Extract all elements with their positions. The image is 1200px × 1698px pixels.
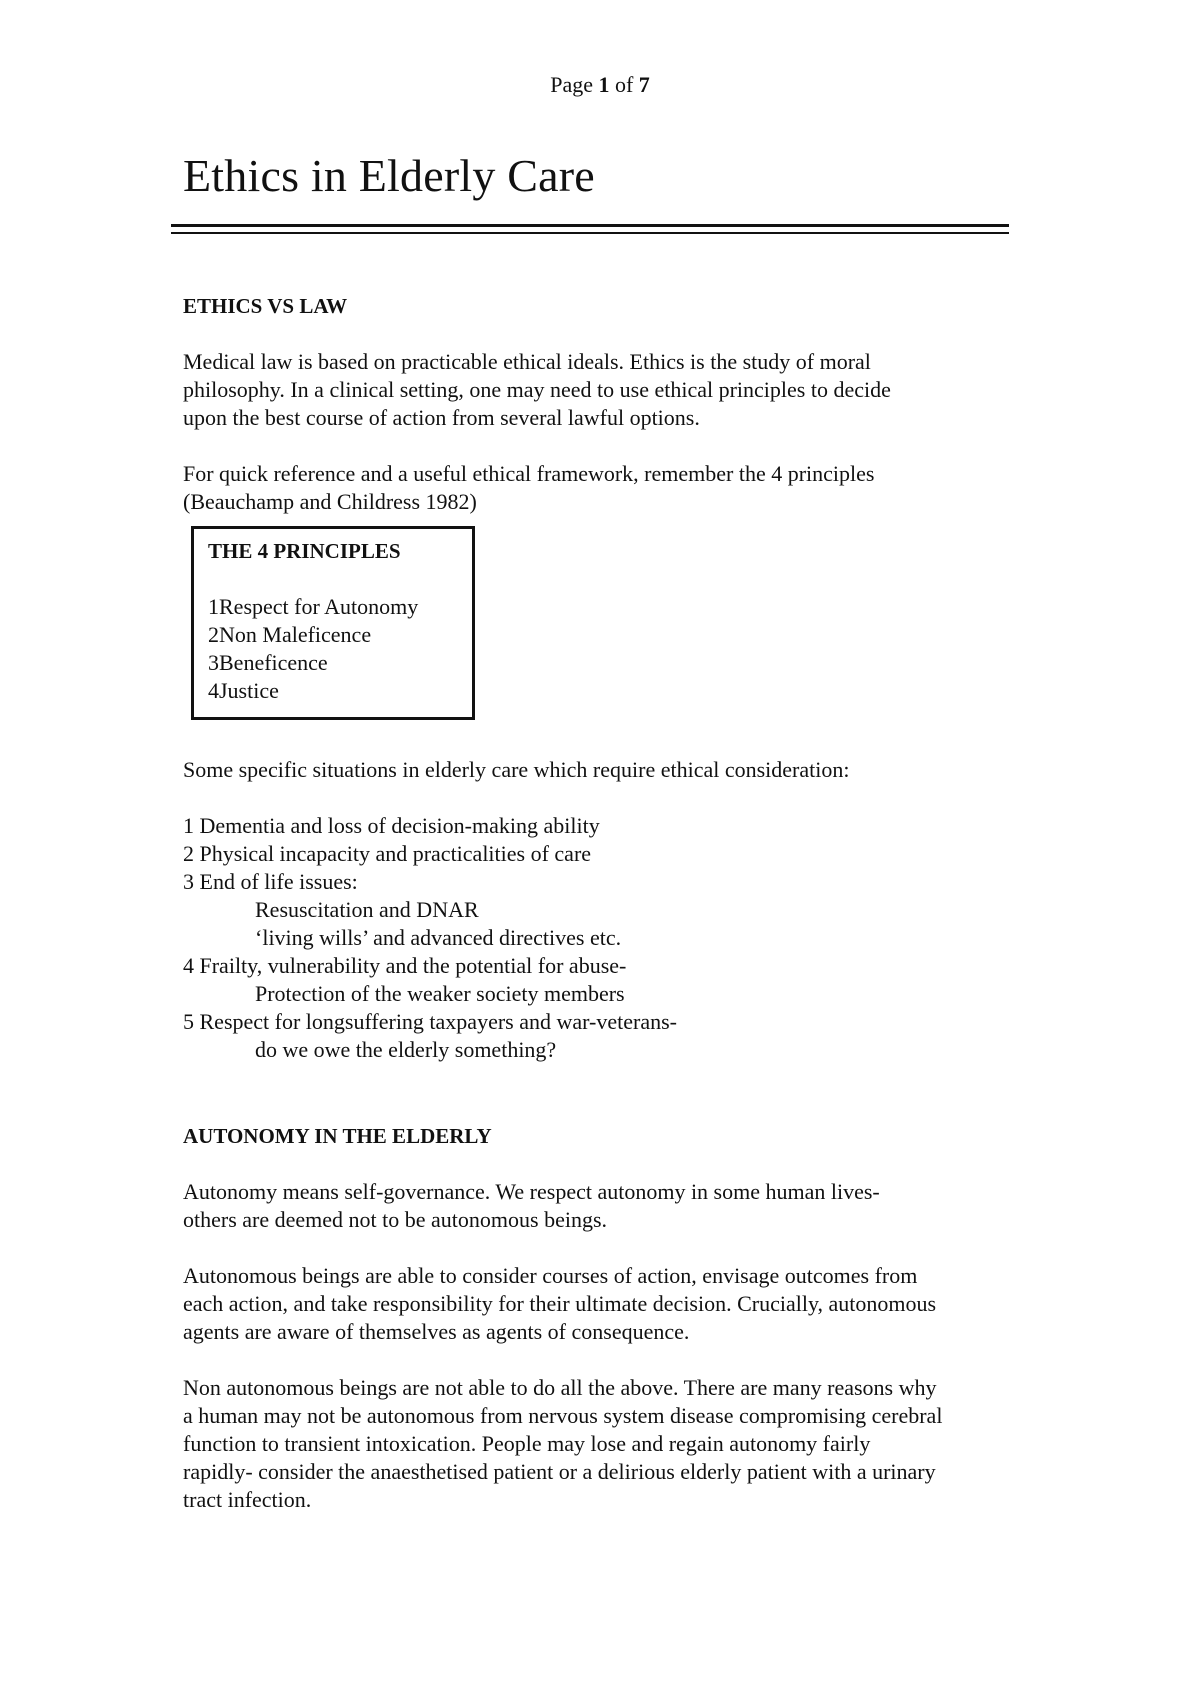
principle-item: 3Beneficence [208,650,328,675]
text-line: each action, and take responsibility for their ultimate decision. Crucially, autonomous [183,1291,937,1316]
principles-box [191,526,475,720]
text-line: tract infection. [183,1487,312,1512]
page-of: of [614,72,634,97]
situation-item: 5 Respect for longsuffering taxpayers and war-veterans- [183,1009,677,1034]
text-line: Autonomy means self-governance. We respect autonomy in some human lives- [183,1179,880,1204]
text-line: agents are aware of themselves as agents of consequence. [183,1319,690,1344]
principle-item: 1Respect for Autonomy [208,594,419,619]
text-line: Medical law is based on practicable ethical ideals. Ethics is the study of moral [183,349,871,374]
section-heading-autonomy: AUTONOMY IN THE ELDERLY [183,1124,492,1148]
text-line: a human may not be autonomous from nervous system disease compromising cerebral [183,1403,943,1428]
text-line: rapidly- consider the anaesthetised patient or a delirious elderly patient with a urinary [183,1459,936,1484]
paragraph-autonomous-beings [183,1262,1023,1346]
situation-subitem: do we owe the elderly something? [255,1037,557,1062]
text-line: Autonomous beings are able to consider courses of action, envisage outcomes from [183,1263,918,1288]
situation-item: 3 End of life issues: [183,869,358,894]
principle-item: 2Non Maleficence [208,622,372,647]
document-body [183,148,1023,1514]
situations-list [183,812,1023,1064]
situation-subitem: Resuscitation and DNAR [255,897,479,922]
paragraph-quick-reference [183,460,1023,516]
title-double-rule [171,224,1009,234]
text-line: function to transient intoxication. People may lose and regain autonomy fairly [183,1431,871,1456]
current-page: 1 [598,72,610,97]
page-prefix: Page [550,72,593,97]
situation-item: 1 Dementia and loss of decision-making ability [183,813,600,838]
paragraph-medical-law [183,348,1023,432]
principles-heading: THE 4 PRINCIPLES [208,539,401,563]
text-line: philosophy. In a clinical setting, one may need to use ethical principles to decide [183,377,891,402]
text-line: Non autonomous beings are not able to do all the above. There are many reasons why [183,1375,937,1400]
situation-item: 2 Physical incapacity and practicalities of care [183,841,592,866]
principle-item: 4Justice [208,678,279,703]
situation-subitem: ‘living wills’ and advanced directives etc. [255,925,622,950]
text-line: others are deemed not to be autonomous beings. [183,1207,608,1232]
situation-subitem: Protection of the weaker society members [255,981,625,1006]
text-line: upon the best course of action from several lawful options. [183,405,700,430]
total-pages: 7 [638,72,650,97]
text-line: For quick reference and a useful ethical framework, remember the 4 principles [183,461,875,486]
document-title: Ethics in Elderly Care [183,150,595,201]
paragraph-autonomy-definition [183,1178,1023,1234]
text-line: (Beauchamp and Childress 1982) [183,489,477,514]
page-number [0,72,1200,98]
section-heading-ethics-vs-law: ETHICS VS LAW [183,294,348,318]
situations-intro: Some specific situations in elderly care which require ethical consideration: [183,757,850,782]
paragraph-non-autonomous-beings [183,1374,1023,1514]
situation-item: 4 Frailty, vulnerability and the potential for abuse- [183,953,627,978]
